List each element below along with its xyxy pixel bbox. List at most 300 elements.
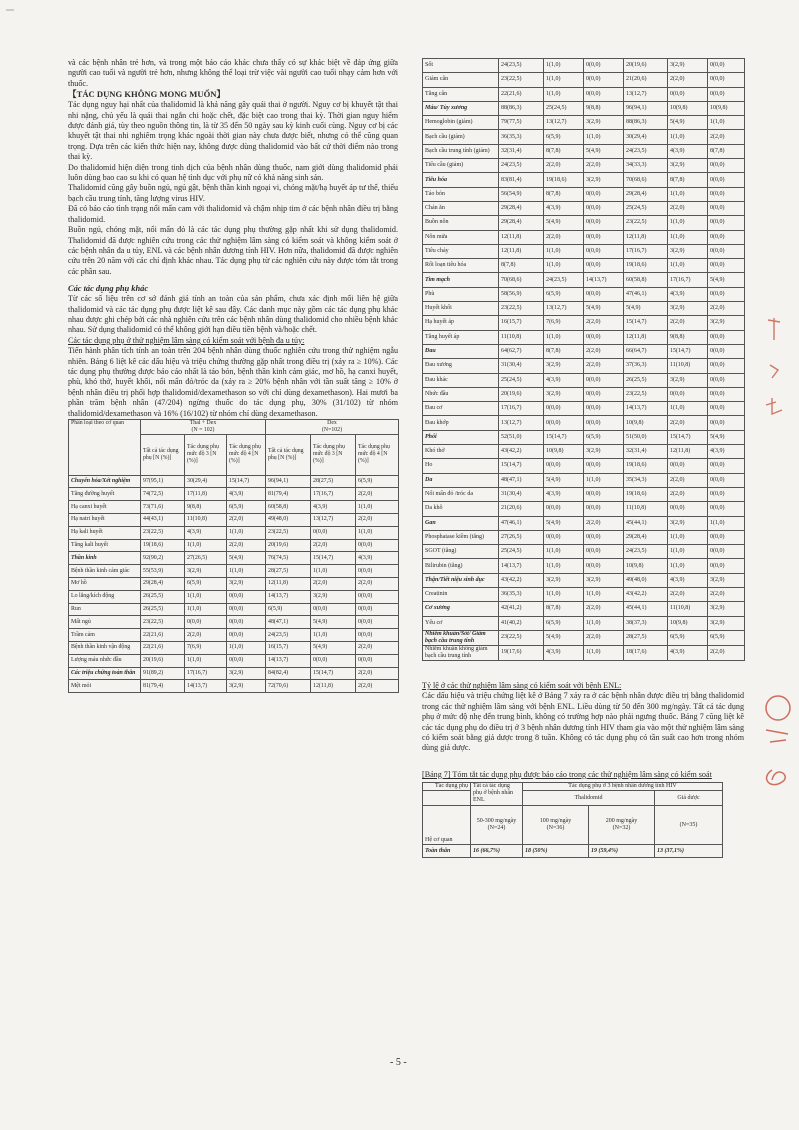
table-cell: 12(11,8) [624,330,668,344]
table-7 [422,782,723,858]
table-cell: 0(0,0) [584,59,624,73]
row-label: Da [423,473,499,487]
table-cell: 13(12,7) [544,302,584,316]
table-cell: 4(3,9) [668,144,708,158]
row-label: Tăng huyết áp [423,330,499,344]
table-row [69,552,399,565]
table-cell: 8(7,8) [708,144,745,158]
row-label: Chán ăn [423,201,499,215]
table-cell: 3(2,9) [668,373,708,387]
table-row [423,473,745,487]
table-cell: 72(70,6) [266,680,311,693]
table-cell: 19(18,6) [624,259,668,273]
table-row [423,173,745,187]
table-cell: 43(42,2) [499,445,544,459]
table-cell: 0(0,0) [668,459,708,473]
table-cell: 23(22,5) [624,216,668,230]
table-cell: 0(0,0) [584,416,624,430]
table-row [423,459,745,473]
header-grade4-1: Tác dụng phụ mức độ 4 [N (%)] [227,434,266,475]
table-cell: 47(46,1) [499,516,544,530]
t7-header-dose3: 200 mg/ngày (N=32) [589,806,655,845]
table-cell: 0(0,0) [708,159,745,173]
table-cell: 1(1,0) [544,587,584,601]
table-cell: 9(8,8) [668,330,708,344]
table-cell: 23(22,5) [499,302,544,316]
table-cell: 5(4,9) [544,516,584,530]
table-cell: 29(28,4) [499,201,544,215]
table-cell: 12(11,8) [668,445,708,459]
table-cell: 0(0,0) [544,502,584,516]
row-label: Hạ natri huyết [69,513,141,526]
table-cell: 2(2,0) [311,577,356,590]
table-cell: 0(0,0) [708,287,745,301]
table-cell: 0(0,0) [584,216,624,230]
table-cell: 9(8,8) [584,101,624,115]
header-all-2: Tất cả tác dụng phụ [N (%)] [266,434,311,475]
table-cell: 3(2,9) [311,590,356,603]
table-cell: 96(94,1) [624,101,668,115]
table-cell: 1(1,0) [668,402,708,416]
table-cell: 24(23,5) [266,629,311,642]
table-cell: 36(35,3) [499,130,544,144]
table-row [423,259,745,273]
table-cell: 0(0,0) [584,73,624,87]
table-cell: 23(22,5) [141,616,185,629]
table-cell: 0(0,0) [708,344,745,358]
table-cell: 17(16,7) [311,488,356,501]
table-cell: 21(20,6) [499,502,544,516]
t7-row-name: Toàn thân [423,845,471,858]
table-cell: 23(22,5) [499,630,544,645]
row-label: SGOT (tăng) [423,545,499,559]
table-cell: 11(10,8) [185,513,227,526]
table-cell: 7(6,9) [544,316,584,330]
paragraph-drowsiness: Thalidomid cũng gây buồn ngủ, ngủ gật, bệnh thần kinh ngoại vi, chóng mặt/hạ huyết áp tư thế, thiểu bạch cầu trung tính, tăng lượng virus HIV. [68,183,398,203]
table-cell: 48(47,1) [499,473,544,487]
table-cell: 0(0,0) [708,373,745,387]
table-cell: 20(19,6) [499,387,544,401]
table-cell: 27(26,5) [185,552,227,565]
table-cell: 0(0,0) [708,230,745,244]
table-cell: 0(0,0) [708,545,745,559]
table-cell: 5(4,9) [544,473,584,487]
table-cell: 4(3,9) [544,487,584,501]
table-cell: 74(72,5) [141,488,185,501]
row-label: Giảm cân [423,73,499,87]
row-label: Huyết khối [423,302,499,316]
table-cell: 5(4,9) [668,116,708,130]
table-cell: 0(0,0) [708,502,745,516]
table-cell: 4(3,9) [544,645,584,660]
table-cell: 23(22,5) [499,73,544,87]
table-cell: 2(2,0) [708,130,745,144]
table-cell: 0(0,0) [356,603,399,616]
table-cell: 2(2,0) [584,159,624,173]
table-cell: 15(14,7) [668,344,708,358]
table-cell: 2(2,0) [544,230,584,244]
table-row [423,359,745,373]
table-row [423,430,745,444]
table-cell: 0(0,0) [708,459,745,473]
table-cell: 1(1,0) [544,244,584,258]
table-cell: 0(0,0) [311,654,356,667]
table-cell: 29(28,4) [624,187,668,201]
table-cell: 1(1,0) [185,654,227,667]
table-row [423,516,745,530]
table-row [423,487,745,501]
table-cell: 3(2,9) [227,667,266,680]
table-cell: 1(1,0) [227,565,266,578]
table-cell: 0(0,0) [584,502,624,516]
table-cell: 13(12,7) [624,87,668,101]
table-cell: 6(5,9) [356,475,399,488]
table-cell: 1(1,0) [668,559,708,573]
table-cell: 2(2,0) [668,487,708,501]
table-cell: 17(16,7) [624,244,668,258]
table-row [69,488,399,501]
table-cell: 97(95,1) [141,475,185,488]
table-cell: 24(23,5) [624,545,668,559]
table-cell: 17(16,7) [668,273,708,287]
table-row [423,59,745,73]
table-cell: 0(0,0) [708,187,745,201]
table-cell: 35(34,3) [624,473,668,487]
table-row [69,526,399,539]
table-cell: 3(2,9) [544,573,584,587]
table-cell: 0(0,0) [356,654,399,667]
table-cell: 17(16,7) [499,402,544,416]
table-cell: 20(19,6) [141,654,185,667]
table-cell: 8(7,8) [544,187,584,201]
table-cell: 2(2,0) [356,488,399,501]
table-cell: 19(18,6) [544,173,584,187]
table-cell: 3(2,9) [708,573,745,587]
table-cell: 60(58,8) [624,273,668,287]
table-cell: 4(3,9) [311,501,356,514]
paragraph-rash: Đã có báo cáo tình trạng nổi mẩn cam với thalidomid và chậm nhịp tim ở các bệnh nhân điều trị bằng thalidomid. [68,204,398,224]
table-cell: 0(0,0) [708,244,745,258]
row-label: Tiêu chảy [423,244,499,258]
other-effects-heading: Các tác dụng phụ khác [68,284,149,294]
table-cell: 0(0,0) [584,87,624,101]
row-label: Mất ngủ [69,616,141,629]
row-label: Hạ kali huyết [69,526,141,539]
table-cell: 22(21,6) [141,629,185,642]
table-cell: 26(25,5) [141,590,185,603]
table-cell: 15(14,7) [544,430,584,444]
table-cell: 11(10,8) [668,359,708,373]
t7-header-organ: Hệ cơ quan [423,806,471,845]
table-cell: 42(41,2) [499,602,544,616]
table-cell: 3(2,9) [584,116,624,130]
table-cell: 4(3,9) [227,488,266,501]
row-label: Nhiễm khuẩn/Sốt/ Giảm bạch cầu trung tính [423,630,499,645]
table-row [423,144,745,158]
table-cell: 10(9,8) [624,416,668,430]
table-cell: 0(0,0) [584,402,624,416]
table-cell: 0(0,0) [708,387,745,401]
row-label: Tăng cân [423,87,499,101]
table-row [423,645,745,660]
table-cell: 29(28,4) [141,577,185,590]
table-cell: 0(0,0) [708,416,745,430]
table-cell: 13(12,7) [544,116,584,130]
table-cell: 2(2,0) [584,602,624,616]
table-cell: 24(23,5) [544,273,584,287]
table-cell: 1(1,0) [185,590,227,603]
seal-mark-icon [752,690,798,800]
row-label: Bệnh thần kinh vận động [69,641,141,654]
table-cell: 2(2,0) [356,513,399,526]
table-cell: 28(27,5) [624,630,668,645]
table-cell: 6(5,9) [544,287,584,301]
table-cell: 1(1,0) [668,530,708,544]
table-cell: 13(12,7) [499,416,544,430]
table-cell: 5(4,9) [708,430,745,444]
table-cell: 60(58,8) [266,501,311,514]
table-cell: 20(19,6) [266,539,311,552]
table-cell: 27(26,5) [499,530,544,544]
t7-cell: 18 (50%) [523,845,589,858]
table-cell: 0(0,0) [584,230,624,244]
table-cell: 1(1,0) [544,330,584,344]
table-cell: 0(0,0) [356,590,399,603]
table-row [423,187,745,201]
table-cell: 6(5,9) [708,630,745,645]
row-label: Lo lắng/kích động [69,590,141,603]
table-cell: 49(48,0) [266,513,311,526]
table-row [423,416,745,430]
table-cell: 0(0,0) [356,565,399,578]
table-cell: 32(31,4) [499,144,544,158]
row-label: Tăng đường huyết [69,488,141,501]
table-cell: 5(4,9) [584,302,624,316]
row-label: Mơ hồ [69,577,141,590]
table-cell: 0(0,0) [185,616,227,629]
page-number: - 5 - [390,1057,407,1068]
table-cell: 14(13,7) [584,273,624,287]
table-cell: 15(14,7) [668,430,708,444]
row-label: Bilirubin (tăng) [423,559,499,573]
row-label: Cơ xương [423,602,499,616]
table-cell: 4(3,9) [708,445,745,459]
table-cell: 1(1,0) [544,545,584,559]
table-cell: 23(22,5) [141,526,185,539]
table-cell: 0(0,0) [584,259,624,273]
table-cell: 32(31,4) [624,445,668,459]
table-cell: 26(25,5) [624,373,668,387]
table-cell: 2(2,0) [584,359,624,373]
table-cell: 48(47,1) [266,616,311,629]
left-column [68,58,398,693]
table-cell: 26(25,5) [141,603,185,616]
table-cell: 14(13,7) [266,590,311,603]
table-cell: 6(5,9) [185,577,227,590]
table-cell: 15(14,7) [624,316,668,330]
table-cell: 0(0,0) [668,387,708,401]
table-cell: 66(64,7) [624,344,668,358]
t7-header-all: Tất cả tác dụng phụ ở bệnh nhân ENL [471,783,523,806]
row-label: Ho [423,459,499,473]
table-cell: 0(0,0) [227,590,266,603]
table-cell: 0(0,0) [584,373,624,387]
table-cell: 0(0,0) [584,459,624,473]
table-row [69,654,399,667]
table-cell: 0(0,0) [584,559,624,573]
row-label: Nhiễm khuẩn không giảm bạch cầu trung tính [423,645,499,660]
table-cell: 3(2,9) [668,59,708,73]
table-row [69,629,399,642]
table-cell: 3(2,9) [708,316,745,330]
table-cell: 2(2,0) [668,587,708,601]
table-cell: 5(4,9) [624,302,668,316]
table-cell: 11(10,8) [499,330,544,344]
table-cell: 12(11,8) [624,230,668,244]
table-cell: 0(0,0) [584,530,624,544]
table-row [423,602,745,616]
table-cell: 3(2,9) [708,616,745,630]
row-label: Lượng máu nhức đầu [69,654,141,667]
row-label: Các triệu chứng toàn thân [69,667,141,680]
table-cell: 0(0,0) [356,539,399,552]
table-cell: 24(23,5) [499,59,544,73]
table-cell: 25(24,5) [499,373,544,387]
table-row [423,216,745,230]
row-label: Phổi [423,430,499,444]
table-cell: 30(29,4) [185,475,227,488]
table-cell: 1(1,0) [668,130,708,144]
table-cell: 0(0,0) [584,201,624,215]
table-cell: 43(42,2) [624,587,668,601]
table-cell: 0(0,0) [584,387,624,401]
table-cell: 2(2,0) [544,159,584,173]
table-cell: 5(4,9) [708,273,745,287]
table-cell: 0(0,0) [544,459,584,473]
table-cell: 1(1,0) [668,230,708,244]
table-cell: 0(0,0) [356,629,399,642]
row-label: Chuyển hóa/Xét nghiệm [69,475,141,488]
table-row [423,244,745,258]
row-label: Yếu cơ [423,616,499,630]
row-label: Sốt [423,59,499,73]
table-cell: 3(2,9) [708,602,745,616]
table-cell: 8(7,8) [499,259,544,273]
table-row [423,230,745,244]
table-row [423,116,745,130]
table-cell: 1(1,0) [584,645,624,660]
table-cell: 11(10,8) [668,602,708,616]
table-cell: 10(9,8) [544,445,584,459]
table-cell: 16(15,7) [266,641,311,654]
table-cell: 0(0,0) [708,487,745,501]
row-label: Đau khớp [423,416,499,430]
side-effects-heading: 【TÁC DỤNG KHÔNG MONG MUỐN】 [68,89,226,100]
table-cell: 19(18,6) [141,539,185,552]
table-cell: 1(1,0) [668,187,708,201]
table-row [69,680,399,693]
table-cell: 1(1,0) [311,565,356,578]
table-cell: 1(1,0) [584,587,624,601]
table-row [423,402,745,416]
table-row [69,641,399,654]
table-cell: 25(24,5) [544,101,584,115]
table-row [69,603,399,616]
table-cell: 0(0,0) [584,330,624,344]
table-cell: 5(4,9) [584,144,624,158]
table-cell: 45(44,1) [624,602,668,616]
table-row [423,330,745,344]
table-cell: 14(13,7) [185,680,227,693]
row-label: Máu/ Tủy xương [423,101,499,115]
table-cell: 1(1,0) [544,73,584,87]
table-cell: 51(50,0) [624,430,668,444]
table-row [69,577,399,590]
table-cell: 31(30,4) [499,487,544,501]
table-cell: 31(30,4) [499,359,544,373]
table-cell: 0(0,0) [708,59,745,73]
table-row [69,616,399,629]
table-cell: 10(9,8) [668,616,708,630]
table-cell: 0(0,0) [708,359,745,373]
table-6-part-2 [422,58,745,661]
table-cell: 10(9,8) [708,101,745,115]
table-cell: 6(5,9) [266,603,311,616]
table-cell: 2(2,0) [668,201,708,215]
table-cell: 22(21,6) [499,87,544,101]
table-row [423,273,745,287]
table-cell: 2(2,0) [356,577,399,590]
table-row [69,565,399,578]
table-cell: 81(79,4) [266,488,311,501]
table-cell: 83(81,4) [499,173,544,187]
table-cell: 41(40,2) [499,616,544,630]
table-row [69,513,399,526]
table-cell: 56(54,9) [499,187,544,201]
row-label: Đau [423,344,499,358]
table-cell: 8(7,8) [544,144,584,158]
table-cell: 10(9,8) [668,101,708,115]
table-cell: 38(37,3) [624,616,668,630]
table-cell: 1(1,0) [227,526,266,539]
table-cell: 1(1,0) [584,473,624,487]
header-dex: Dex (N=102) [266,420,399,435]
table-cell: 1(1,0) [584,130,624,144]
table-cell: 49(48,0) [624,573,668,587]
table-row [423,159,745,173]
row-label: Creatinin [423,587,499,601]
table-row [423,387,745,401]
table-cell: 3(2,9) [668,159,708,173]
table-cell: 4(3,9) [668,287,708,301]
t7-header-placebo-n: (N=35) [655,806,723,845]
table-cell: 20(19,6) [624,59,668,73]
table-cell: 2(2,0) [708,587,745,601]
table-cell: 8(7,8) [544,602,584,616]
paragraph-semen: Do thalidomid hiện diện trong tinh dịch của bệnh nhân dùng thuốc, nam giới dùng thalidomid phải luôn dùng bao cao su khi có quan hệ tình dục với phụ nữ có khả năng sinh sản. [68,162,398,183]
table-cell: 64(62,7) [499,344,544,358]
table-cell: 0(0,0) [668,502,708,516]
table-row [423,344,745,358]
table-cell: 1(1,0) [708,516,745,530]
table-row [69,539,399,552]
table-row [423,373,745,387]
right-column [422,58,744,858]
header-grade3-2: Tác dụng phụ mức độ 3 [N (%)] [311,434,356,475]
table-cell: 6(5,9) [584,430,624,444]
row-label: Tim mạch [423,273,499,287]
table-cell: 76(74,5) [266,552,311,565]
